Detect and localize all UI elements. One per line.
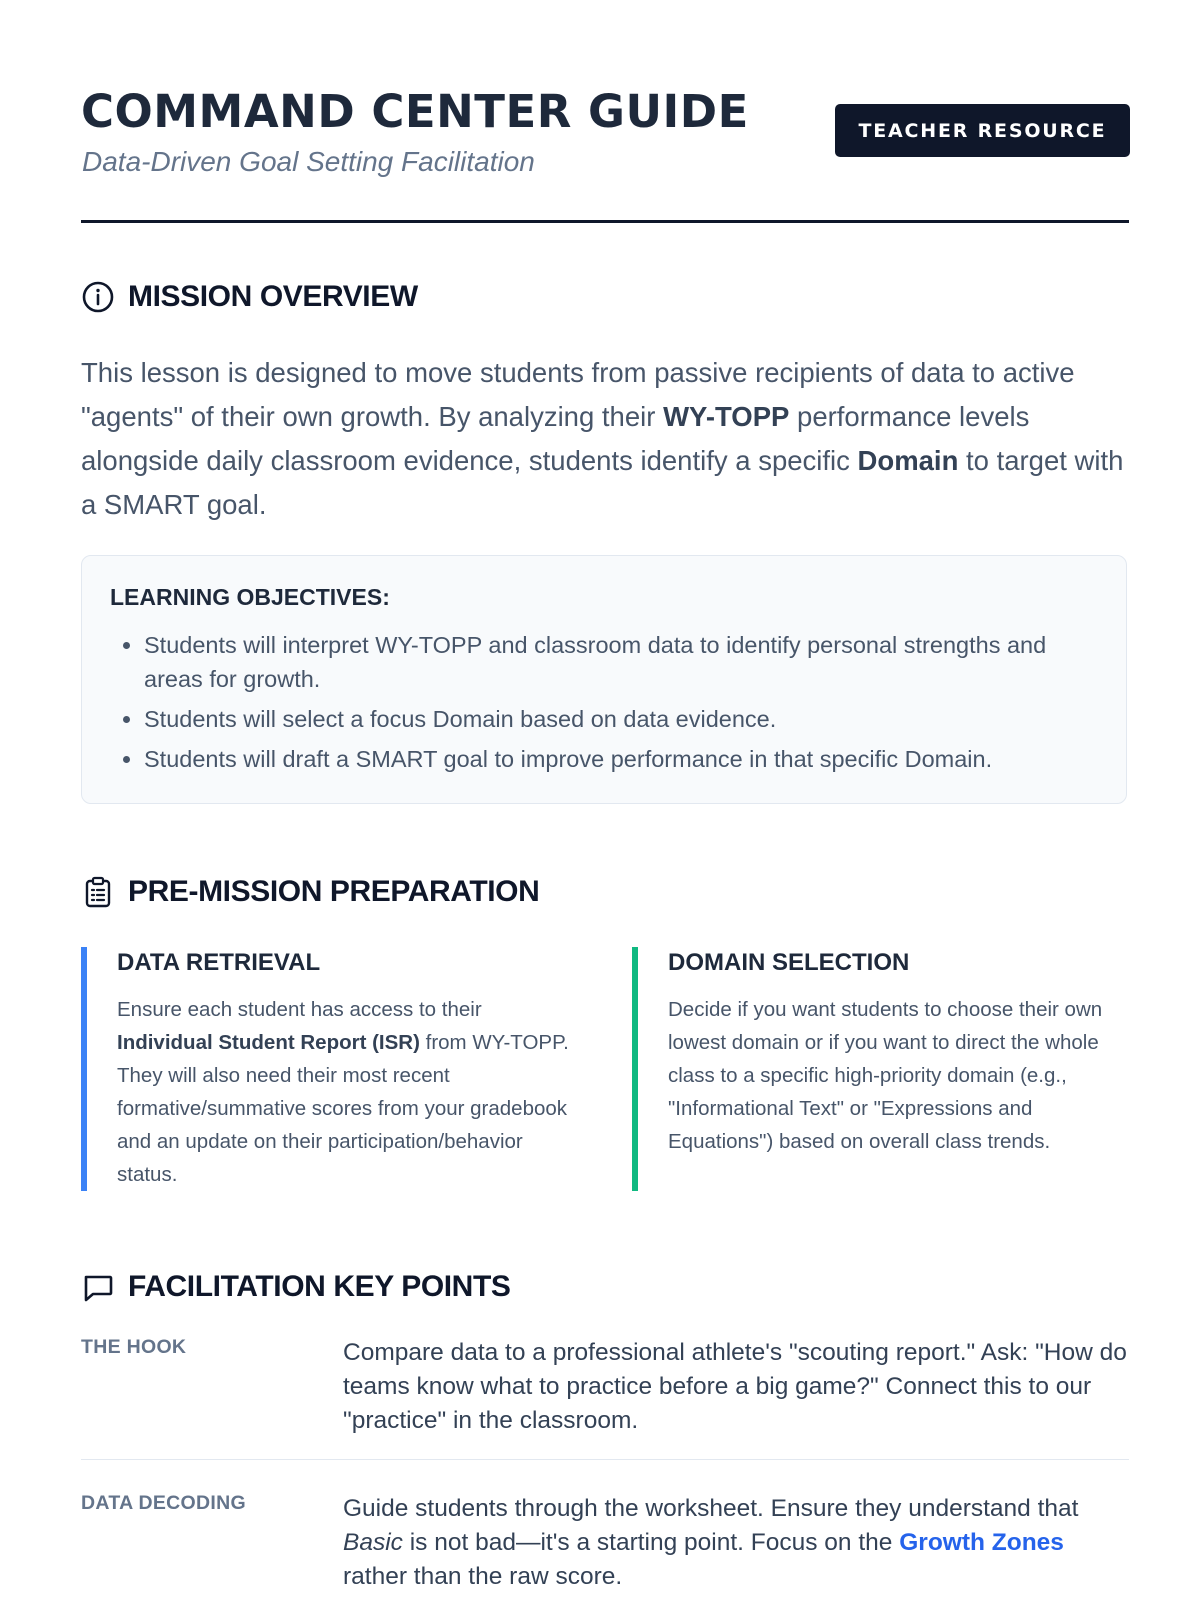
info-circle-icon (81, 280, 115, 314)
teacher-resource-badge: TEACHER RESOURCE (835, 104, 1130, 157)
objectives-heading: LEARNING OBJECTIVES: (110, 584, 390, 610)
list-item: • Students will interpret WY-TOPP and classroom data to identify personal strengths and areas for growth. (144, 628, 1104, 696)
header-divider (81, 220, 1129, 223)
row-text: Compare data to a professional athlete's "scouting report." Ask: "How do teams know what to practice before a big game?" Connect this to our "practice" in the classroom. (343, 1339, 1127, 1434)
page-subtitle: Data-Driven Goal Setting Facilitation (82, 146, 535, 177)
pre-mission-heading (81, 875, 539, 909)
growth-zones-highlight: Growth Zones (899, 1529, 1064, 1556)
data-retrieval-card (81, 947, 571, 1191)
row-divider (81, 1459, 1129, 1460)
header (81, 82, 1129, 224)
page-title: COMMAND CENTER GUIDE (81, 85, 749, 138)
objectives-list (110, 628, 1104, 782)
section-title: MISSION OVERVIEW (128, 280, 418, 313)
list-item: • Students will draft a SMART goal to improve performance in that specific Domain. (144, 742, 1104, 776)
row-label: THE HOOK (81, 1336, 187, 1358)
section-title: FACILITATION KEY POINTS (128, 1270, 511, 1303)
card-title: DOMAIN SELECTION (668, 949, 910, 976)
list-item: • Students will select a focus Domain based on data evidence. (144, 702, 1104, 736)
card-text: Decide if you want students to choose their own lowest domain or if you want to direct the whole class to a specific high-priority domain (e.g., "Informational Text" or "Expressions and Equations") based on overall class trends. (668, 998, 1103, 1153)
domain-selection-card (632, 947, 1132, 1191)
mission-overview-text: This lesson is designed to move students from passive recipients of data to active "agents" of their own growth. By analyzing their WY-TOPP performance levels alongside daily classroom evidence, students identify a specific Domain to target with a SMART goal. (81, 357, 1124, 520)
mission-overview-heading (81, 280, 418, 314)
card-text: Ensure each student has access to their Individual Student Report (ISR) from WY-TOPP. They will also need their most recent formative/summative scores from your gradebook and an update on their participation/behavior status. (117, 998, 569, 1186)
facilitation-heading (81, 1270, 511, 1304)
card-title: DATA RETRIEVAL (117, 949, 321, 976)
row-text: Guide students through the worksheet. Ensure they understand that Basic is not bad—it's a starting point. Focus on the Growth Zones rather than the raw score. (343, 1495, 1079, 1590)
clipboard-icon (81, 875, 115, 909)
data-decoding-row (81, 1492, 1129, 1597)
learning-objectives-box (81, 555, 1127, 804)
section-title: PRE-MISSION PREPARATION (128, 875, 540, 908)
chat-bubble-icon (81, 1270, 115, 1304)
hook-row (81, 1336, 1129, 1436)
row-label: DATA DECODING (81, 1492, 246, 1514)
